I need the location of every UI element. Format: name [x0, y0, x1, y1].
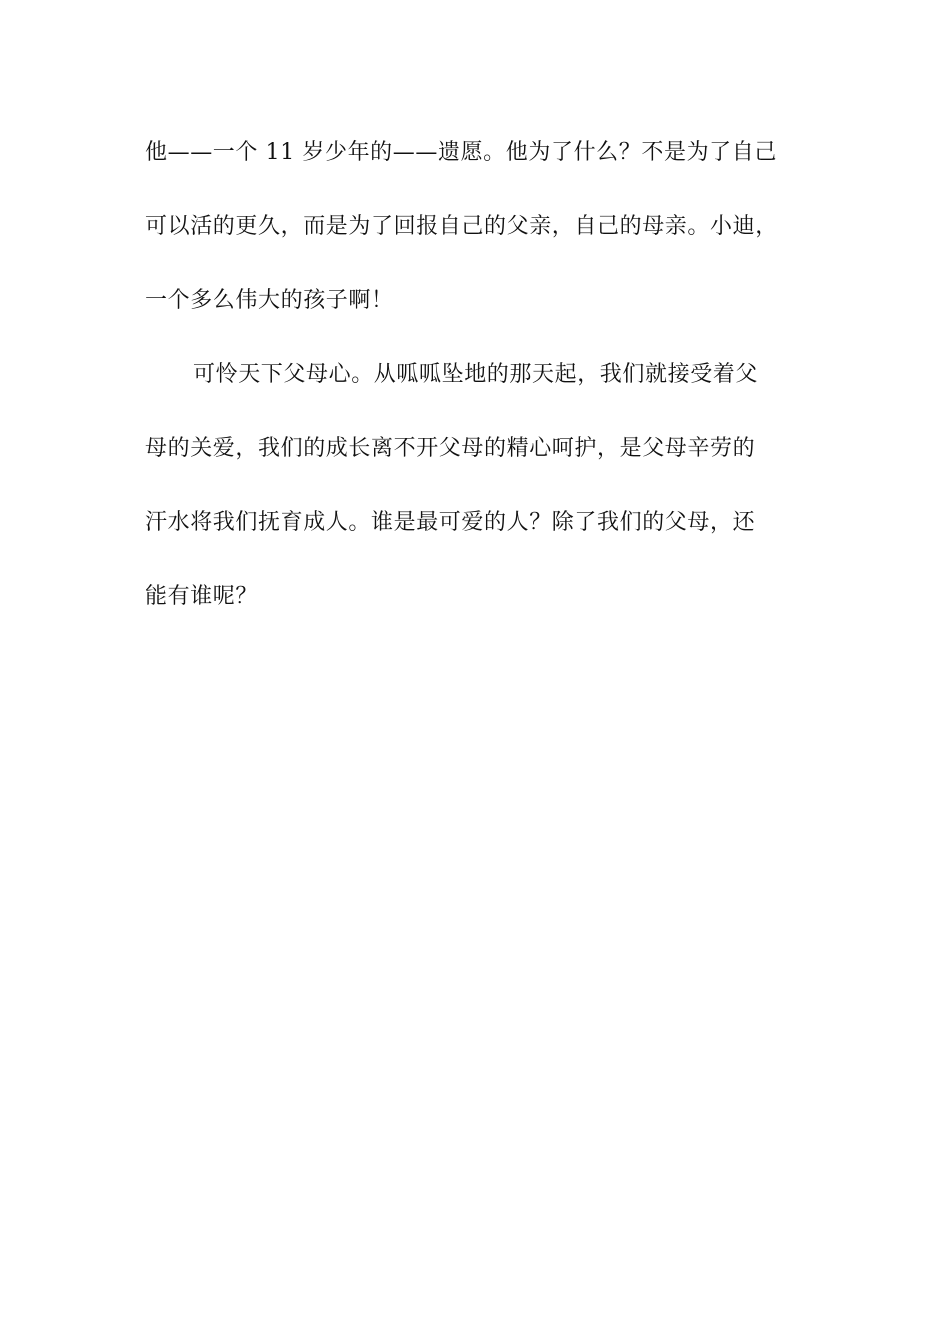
text-line: 母的关爱，我们的成长离不开父母的精心呵护，是父母辛劳的 [145, 436, 756, 461]
text-line: 可怜天下父母心。从呱呱坠地的那天起，我们就接受着父 [193, 362, 759, 387]
text-line: 汗水将我们抚育成人。谁是最可爱的人？除了我们的父母，还 [145, 510, 756, 535]
text-line: 一个多么伟大的孩子啊！ [145, 288, 394, 313]
text-line: 他——一个 11 岁少年的——遗愿。他为了什么？不是为了自己 [145, 140, 777, 165]
text-line: 能有谁呢？ [145, 584, 259, 609]
paragraph-2 [145, 350, 825, 646]
document-body [145, 128, 825, 646]
text-line: 可以活的更久，而是为了回报自己的父亲，自己的母亲。小迪， [145, 214, 778, 239]
paragraph-1 [145, 128, 825, 350]
